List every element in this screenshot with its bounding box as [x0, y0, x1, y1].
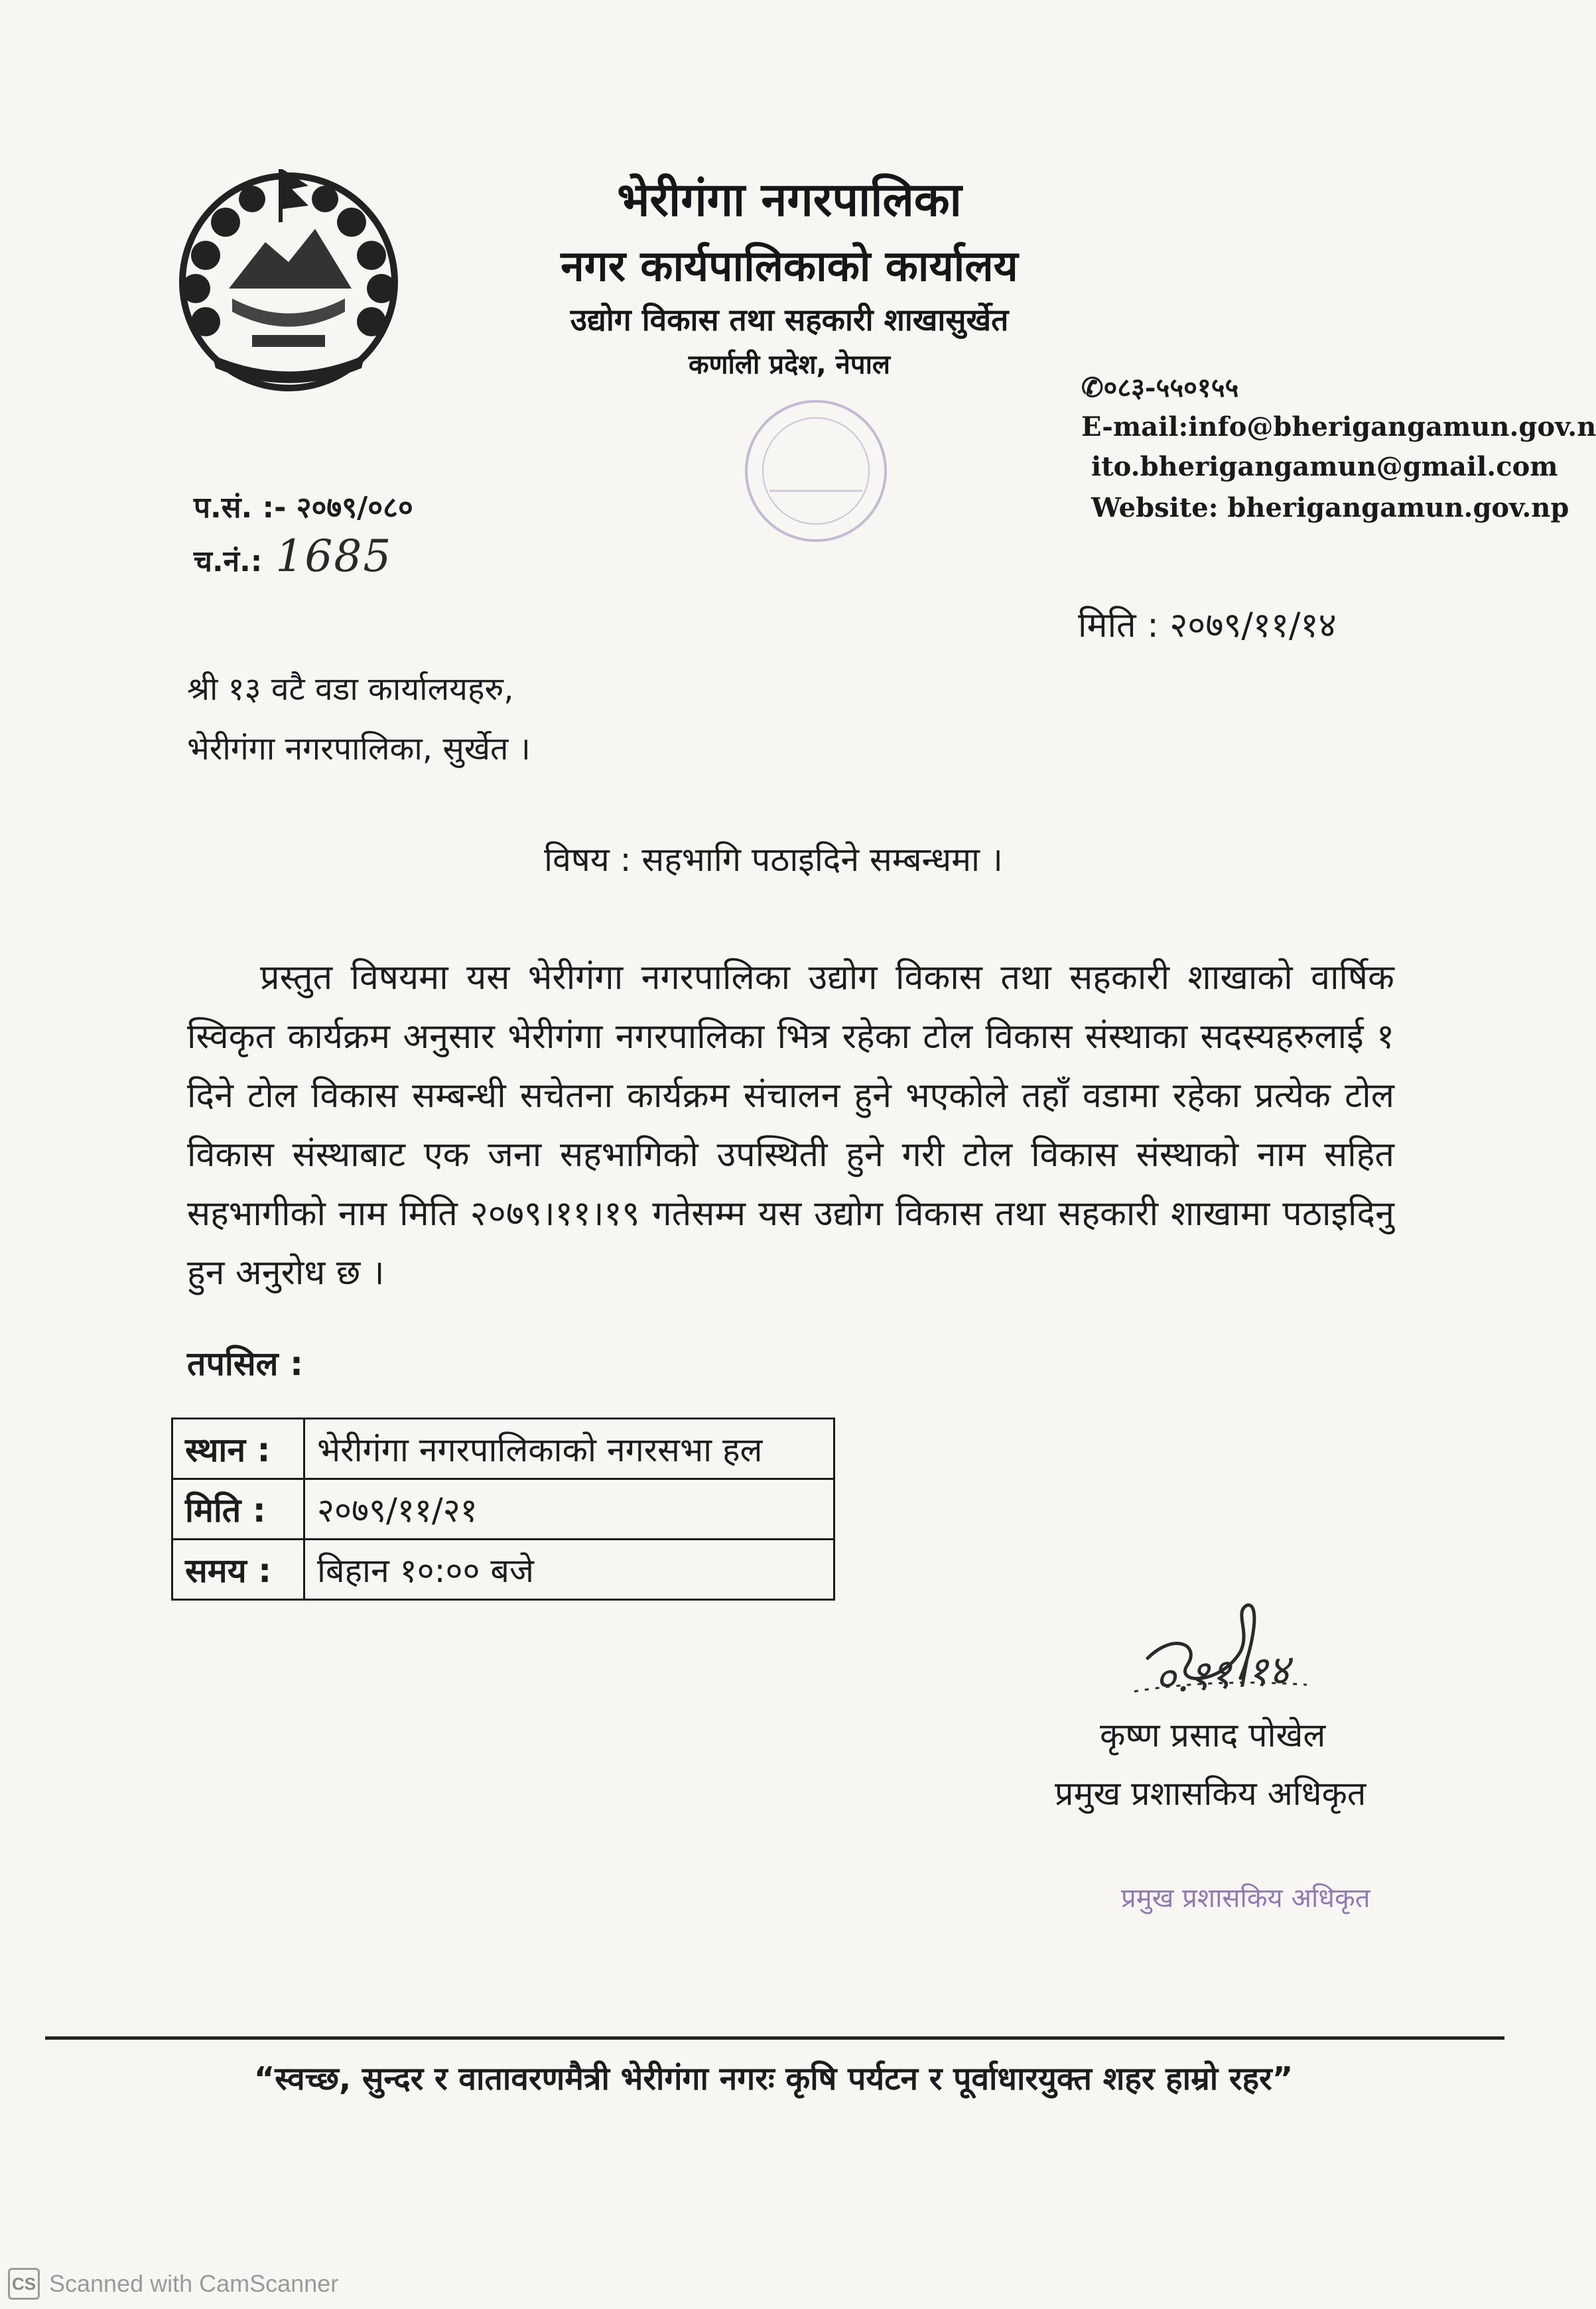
signer-name: कृष्ण प्रसाद पोखेल: [1100, 1716, 1326, 1754]
footer-divider: [45, 2036, 1504, 2040]
scanner-text: Scanned with CamScanner: [49, 2270, 339, 2297]
office-name: नगर कार्यपालिकाको कार्यालय: [561, 242, 1018, 291]
camscanner-logo: CS: [8, 2268, 40, 2300]
event-details-table: [171, 1418, 835, 1601]
office-stamp: [716, 391, 915, 564]
seal-text: प्रमुख प्रशासकिय अधिकृत: [1121, 1883, 1370, 1914]
subject-line: विषय : सहभागि पठाइदिने सम्बन्धमा ।: [544, 840, 1003, 879]
letter-body: प्रस्तुत विषयमा यस भेरीगंगा नगरपालिका उद्योग विकास तथा सहकारी शाखाको वार्षिक स्विकृत कार्यक्रम अनुसार भेरीगंगा नगरपालिका भित्र रहेका टोल विकास संस्थाका सदस्यहरुलाई १ दिने टोल विकास सम्बन्धी सचेतना कार्यक्रम संचालन हुने भएकोले तहाँ वडामा रहेका प्रत्येक टोल विकास संस्थाबाट एक जना सहभागिको उपस्थिती हुने गरी टोल विकास संस्थाको नाम सहित सहभागीको नाम मिति २०७९।११।१९ गतेसम्म यस उद्योग विकास तथा सहकारी शाखामा पठाइदिनु हुन अनुरोध छ ।: [187, 958, 1394, 1293]
dispatch-label: च.नं.:: [194, 545, 263, 578]
details-label: स्थान :: [172, 1419, 304, 1479]
footer-motto: “स्वच्छ, सुन्दर र वातावरणमैत्री भेरीगंगा नगरः कृषि पर्यटन र पूर्वाधारयुक्त शहर हाम्रो रहर”: [253, 2060, 1294, 2097]
recipient-line-2: भेरीगंगा नगरपालिका, सुर्खेत ।: [187, 730, 531, 767]
scanner-watermark: [8, 2267, 338, 2300]
table-row: [172, 1419, 834, 1479]
details-label: मिति :: [172, 1479, 304, 1540]
details-label: समय :: [172, 1540, 304, 1600]
dispatch-number: [194, 531, 392, 582]
website: Website: bherigangamun.gov.np: [1091, 492, 1569, 523]
email-address-secondary: ito.bherigangamun@gmail.com: [1091, 451, 1558, 482]
municipality-name: भेरीगंगा नगरपालिका: [617, 172, 962, 227]
nepal-emblem-logo: [166, 156, 411, 401]
phone-number: ✆०८३-५५०१५५: [1081, 372, 1239, 403]
details-value: भेरीगंगा नगरपालिकाको नगरसभा हल: [304, 1419, 834, 1479]
details-value: बिहान १०:०० बजे: [304, 1540, 834, 1600]
email-address: E-mail:info@bherigangamun.gov.n: [1081, 411, 1596, 442]
recipient-line-1: श्री १३ वटै वडा कार्यालयहरु,: [187, 671, 514, 708]
details-heading: तपसिल :: [187, 1345, 303, 1383]
signer-designation: प्रमुख प्रशासकिय अधिकृत: [1055, 1774, 1366, 1813]
province-name: कर्णाली प्रदेश, नेपाल: [688, 350, 891, 380]
signature-date-handwritten: ०.११।१४: [1152, 1644, 1292, 1703]
letter-date: मिति : २०७९/११/१४: [1078, 606, 1337, 645]
designation-seal: [1114, 1871, 1370, 1924]
dispatch-number-handwritten: 1685: [275, 531, 393, 582]
section-name: उद्योग विकास तथा सहकारी शाखासुर्खेत: [570, 302, 1009, 338]
reference-number: प.सं. :- २०७९/०८०: [194, 491, 413, 525]
details-value: २०७९/११/२१: [304, 1479, 834, 1540]
table-row: [172, 1479, 834, 1540]
table-row: [172, 1540, 834, 1600]
